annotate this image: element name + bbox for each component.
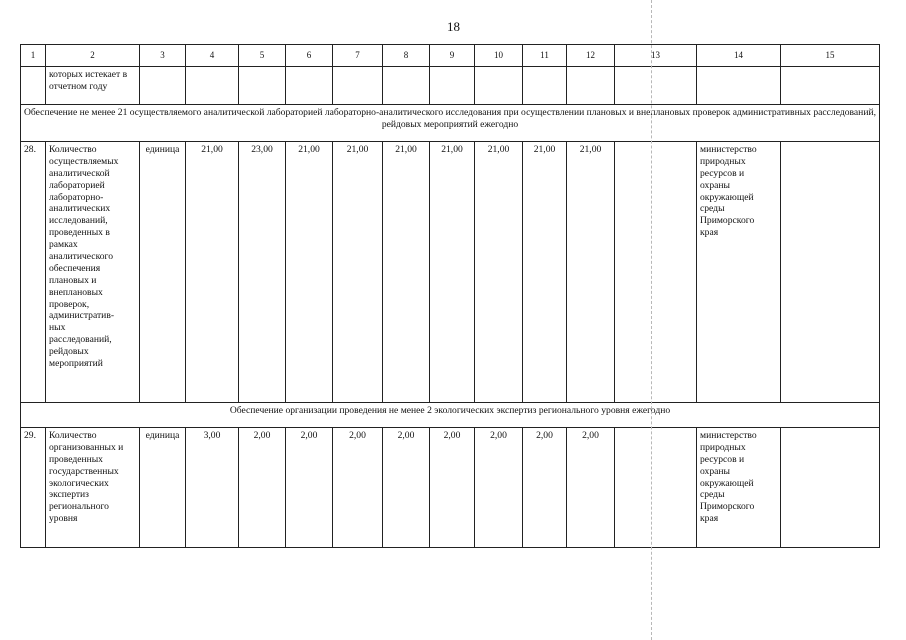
table-row <box>21 428 880 548</box>
cell <box>781 142 880 403</box>
cell <box>615 142 697 403</box>
indicator-name: Количество осуществляемых аналитической лабораторией лабораторно- аналитических исследований, проведенных в рамках аналитического обеспечения плановых и внеплановых проверок, административ- ных расследований, рейдовых мероприятий <box>46 142 140 403</box>
cell <box>567 67 615 105</box>
cell <box>781 67 880 105</box>
value-cell: 2,00 <box>475 428 523 548</box>
cell <box>21 67 46 105</box>
column-header: 8 <box>383 45 430 67</box>
value-cell: 21,00 <box>383 142 430 403</box>
row-number: 29. <box>21 428 46 548</box>
value-cell: 21,00 <box>286 142 333 403</box>
section-heading: Обеспечение не менее 21 осуществляемого аналитической лабораторией лабораторно-аналитического исследования при осуществлении плановых и внеплановых проверок административных расследований, рейдовых мероприятий ежегодно <box>21 105 880 142</box>
column-header: 15 <box>781 45 880 67</box>
indicators-table <box>20 44 880 548</box>
page-number: 18 <box>447 19 460 34</box>
indicator-name: Количество организованных и проведенных государственных экологических экспертиз регионального уровня <box>46 428 140 548</box>
cell <box>140 67 186 105</box>
column-header: 7 <box>333 45 383 67</box>
column-header: 12 <box>567 45 615 67</box>
section-heading: Обеспечение организации проведения не менее 2 экологических экспертиз регионального уровня ежегодно <box>21 403 880 428</box>
column-header: 4 <box>186 45 239 67</box>
continuation-row <box>21 67 880 105</box>
column-header: 3 <box>140 45 186 67</box>
value-cell: 3,00 <box>186 428 239 548</box>
value-cell: 21,00 <box>186 142 239 403</box>
value-cell: 21,00 <box>475 142 523 403</box>
cell <box>781 428 880 548</box>
value-cell: 2,00 <box>430 428 475 548</box>
value-cell: 21,00 <box>430 142 475 403</box>
section-heading-row <box>21 105 880 142</box>
cell <box>523 67 567 105</box>
value-cell: 21,00 <box>567 142 615 403</box>
value-cell: 2,00 <box>333 428 383 548</box>
responsible-executor: министерство природных ресурсов и охраны окружающей среды Приморского края <box>697 428 781 548</box>
value-cell: 2,00 <box>286 428 333 548</box>
cell <box>383 67 430 105</box>
section-heading-row <box>21 403 880 428</box>
column-header: 1 <box>21 45 46 67</box>
cell <box>286 67 333 105</box>
cell <box>333 67 383 105</box>
cell <box>697 67 781 105</box>
column-header: 2 <box>46 45 140 67</box>
column-header: 6 <box>286 45 333 67</box>
unit: единица <box>140 142 186 403</box>
value-cell: 2,00 <box>523 428 567 548</box>
row-number: 28. <box>21 142 46 403</box>
column-header: 13 <box>615 45 697 67</box>
table-row <box>21 142 880 403</box>
column-header: 11 <box>523 45 567 67</box>
column-header: 14 <box>697 45 781 67</box>
responsible-executor: министерство природных ресурсов и охраны окружающей среды Приморского края <box>697 142 781 403</box>
cell <box>239 67 286 105</box>
column-header: 10 <box>475 45 523 67</box>
cell <box>430 67 475 105</box>
column-header: 9 <box>430 45 475 67</box>
column-header: 5 <box>239 45 286 67</box>
continuation-text: которых истекает в отчетном году <box>46 67 140 105</box>
value-cell: 21,00 <box>523 142 567 403</box>
cell <box>615 67 697 105</box>
cell <box>186 67 239 105</box>
cell <box>615 428 697 548</box>
value-cell: 21,00 <box>333 142 383 403</box>
unit: единица <box>140 428 186 548</box>
value-cell: 2,00 <box>383 428 430 548</box>
cell <box>475 67 523 105</box>
fold-line <box>651 0 652 640</box>
column-number-row <box>21 45 880 67</box>
value-cell: 23,00 <box>239 142 286 403</box>
value-cell: 2,00 <box>567 428 615 548</box>
value-cell: 2,00 <box>239 428 286 548</box>
